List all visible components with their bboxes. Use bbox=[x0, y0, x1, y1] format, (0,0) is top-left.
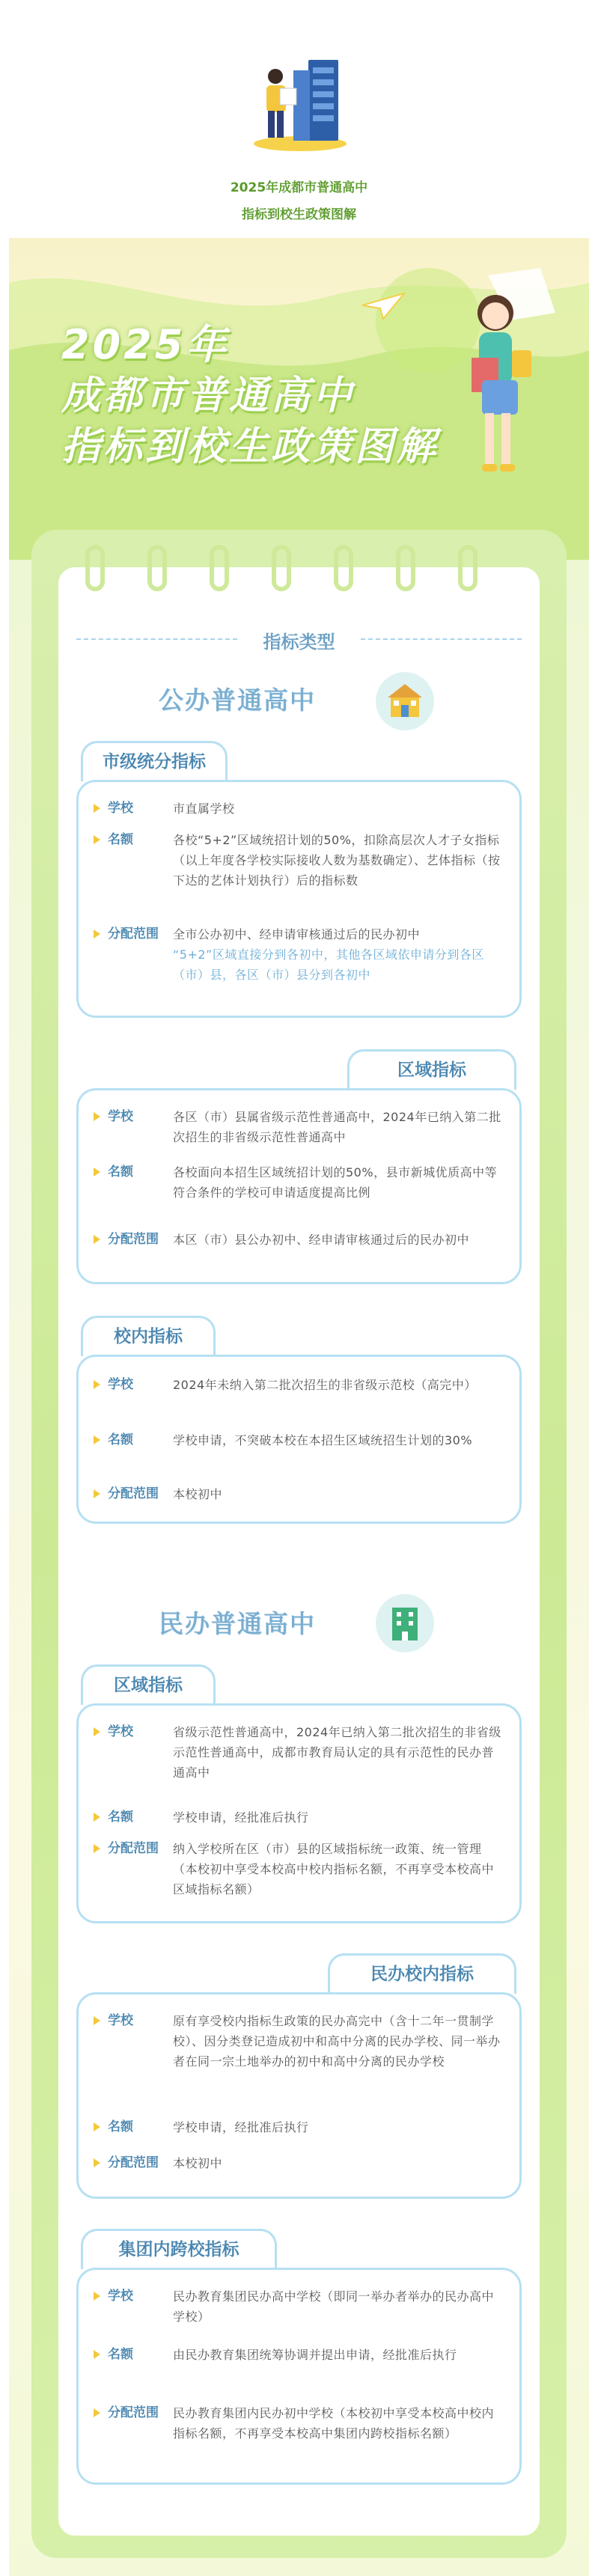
arrow-bullet-icon bbox=[94, 2016, 100, 2025]
row-label: 名额 bbox=[108, 2347, 133, 2362]
arrow-bullet-icon bbox=[94, 1235, 100, 1244]
row-label: 分配范围 bbox=[108, 1486, 159, 1501]
row-value: 由民办教育集团统筹协调并提出申请，经批准后执行 bbox=[173, 2348, 457, 2362]
tab-group-cross-school-quota: 集团内跨校指标 bbox=[81, 2229, 277, 2269]
hero-title-sub: 指标到校生政策图解 bbox=[61, 424, 439, 469]
row-value: 各校面向本招生区域统招计划的50%，县市新城优质高中等符合条件的学校可申请适度提高比例 bbox=[173, 1165, 498, 1200]
card-row bbox=[94, 1430, 503, 1450]
arrow-bullet-icon bbox=[94, 1168, 100, 1176]
row-value: 各校“5+2”区域统招计划的50%，扣除高层次人才子女指标（以上年度各学校实际接收人数为基数确定）、艺体指标（按下达的艺体计划执行）后的指标数 bbox=[173, 833, 501, 888]
row-value: 全市公办初中、经申请审核通过后的民办初中 bbox=[173, 927, 421, 941]
row-label: 名额 bbox=[108, 1810, 133, 1825]
row-value-highlight: “5+2”区域直接分到各初中，其他各区域依申请分到各区（市）县，各区（市）县分到各初中 bbox=[173, 947, 484, 982]
card-row bbox=[94, 1375, 503, 1395]
arrow-bullet-icon bbox=[94, 2350, 100, 2359]
arrow-bullet-icon bbox=[94, 1727, 100, 1736]
row-value: 民办教育集团民办高中学校（即同一举办者举办的民办高中学校） bbox=[173, 2289, 495, 2324]
row-label: 名额 bbox=[108, 1165, 133, 1179]
card-city-quota bbox=[76, 780, 522, 1018]
row-value: 纳入学校所在区（市）县的区域指标统一政策、统一管理（本校初中享受本校高中校内指标名额，不再享受本校高中区域指标名额） bbox=[173, 1842, 495, 1896]
binder-ring bbox=[147, 545, 167, 591]
tab-city-quota: 市级统分指标 bbox=[81, 741, 228, 781]
card-row bbox=[94, 2345, 503, 2365]
tab-private-district-quota: 区域指标 bbox=[81, 1664, 216, 1705]
binder-ring bbox=[334, 545, 353, 591]
card-row bbox=[94, 1722, 503, 1783]
card-row bbox=[94, 2403, 503, 2444]
hero-title-main: 成都市普通高中 bbox=[61, 373, 356, 418]
row-label: 名额 bbox=[108, 2119, 133, 2134]
card-row bbox=[94, 799, 503, 819]
header-title-line1: 2025年成都市普通高中 bbox=[230, 180, 368, 195]
arrow-bullet-icon bbox=[94, 1489, 100, 1498]
row-value: 学校申请，经批准后执行 bbox=[173, 1810, 309, 1825]
arrow-bullet-icon bbox=[94, 2122, 100, 2131]
tab-district-quota: 区域指标 bbox=[347, 1049, 516, 1090]
row-value: 本校初中 bbox=[173, 2156, 223, 2170]
page-header bbox=[0, 0, 598, 238]
row-label: 名额 bbox=[108, 1432, 133, 1447]
card-row bbox=[94, 2153, 503, 2173]
row-label: 分配范围 bbox=[108, 2155, 159, 2170]
arrow-bullet-icon bbox=[94, 1435, 100, 1444]
binder-ring bbox=[396, 545, 415, 591]
paper-plane-icon bbox=[361, 290, 406, 320]
card-row bbox=[94, 830, 503, 891]
card-private-district-quota bbox=[76, 1703, 522, 1923]
row-label: 学校 bbox=[108, 2289, 133, 2304]
card-row bbox=[94, 2011, 503, 2072]
row-label: 分配范围 bbox=[108, 927, 159, 941]
row-label: 学校 bbox=[108, 1724, 133, 1739]
arrow-bullet-icon bbox=[94, 1380, 100, 1389]
section-title-public: 公办普通高中 bbox=[159, 686, 316, 715]
card-row bbox=[94, 924, 503, 985]
school-building-icon bbox=[376, 672, 434, 730]
office-building-icon bbox=[376, 1594, 434, 1652]
binder-ring bbox=[458, 545, 478, 591]
card-row bbox=[94, 2117, 503, 2137]
row-label: 学校 bbox=[108, 1377, 133, 1392]
arrow-bullet-icon bbox=[94, 2292, 100, 2301]
row-value: 市直属学校 bbox=[173, 802, 235, 816]
card-district-quota bbox=[76, 1088, 522, 1284]
row-value: 2024年未纳入第二批次招生的非省级示范校（高完中） bbox=[173, 1378, 477, 1392]
row-value: 学校申请，不突破本校在本招生区域统招生计划的30% bbox=[173, 1433, 473, 1447]
binder-ring bbox=[210, 545, 229, 591]
policy-poster bbox=[9, 238, 589, 2576]
hero-title-year: 2025年 bbox=[61, 321, 230, 368]
arrow-bullet-icon bbox=[94, 930, 100, 938]
arrow-bullet-icon bbox=[94, 804, 100, 813]
row-label: 学校 bbox=[108, 2013, 133, 2028]
person-carrying-files-icon bbox=[244, 45, 356, 157]
binder-ring bbox=[272, 545, 291, 591]
row-label: 分配范围 bbox=[108, 2405, 159, 2420]
card-row bbox=[94, 1807, 503, 1828]
row-value: 本区（市）县公办初中、经申请审核通过后的民办初中 bbox=[173, 1233, 470, 1247]
binder-ring bbox=[85, 545, 105, 591]
row-label: 名额 bbox=[108, 832, 133, 847]
row-value: 各区（市）县属省级示范性普通高中，2024年已纳入第二批次招生的非省级示范性普通高中 bbox=[173, 1110, 501, 1144]
index-type-label: 指标类型 bbox=[263, 632, 335, 653]
row-value: 学校申请，经批准后执行 bbox=[173, 2120, 309, 2134]
arrow-bullet-icon bbox=[94, 1813, 100, 1822]
card-private-school-quota bbox=[76, 1992, 522, 2199]
card-row bbox=[94, 2286, 503, 2327]
row-value: 原有享受校内指标生政策的民办高完中（含十二年一贯制学校）、因分类登记造成初中和高中分离的民办学校、同一举办者在同一宗土地举办的初中和高中分离的民办学校 bbox=[173, 2014, 501, 2069]
card-row bbox=[94, 1839, 503, 1899]
arrow-bullet-icon bbox=[94, 1112, 100, 1121]
row-value: 本校初中 bbox=[173, 1487, 223, 1501]
card-school-quota bbox=[76, 1355, 522, 1524]
row-label: 学校 bbox=[108, 801, 133, 816]
row-label: 分配范围 bbox=[108, 1841, 159, 1856]
arrow-bullet-icon bbox=[94, 2158, 100, 2167]
arrow-bullet-icon bbox=[94, 835, 100, 844]
card-row bbox=[94, 1107, 503, 1147]
tab-private-school-quota: 民办校内指标 bbox=[328, 1953, 516, 1994]
student-girl-illustration bbox=[443, 268, 563, 492]
arrow-bullet-icon bbox=[94, 1844, 100, 1853]
header-title-line2: 指标到校生政策图解 bbox=[242, 207, 356, 222]
card-row bbox=[94, 1230, 503, 1250]
tab-school-quota: 校内指标 bbox=[81, 1316, 216, 1356]
section-title-private: 民办普通高中 bbox=[159, 1609, 316, 1638]
row-label: 学校 bbox=[108, 1109, 133, 1124]
card-group-cross-school-quota bbox=[76, 2268, 522, 2485]
row-value: 民办教育集团内民办初中学校（本校初中享受本校高中校内指标名额，不再享受本校高中集团内跨校指标名额） bbox=[173, 2406, 495, 2441]
card-row bbox=[94, 1484, 503, 1504]
row-label: 分配范围 bbox=[108, 1232, 159, 1247]
card-row bbox=[94, 1162, 503, 1203]
row-value: 省级示范性普通高中，2024年已纳入第二批次招生的非省级示范性普通高中，成都市教育局认定的具有示范性的民办普通高中 bbox=[173, 1725, 501, 1780]
arrow-bullet-icon bbox=[94, 2408, 100, 2417]
hero-banner bbox=[9, 238, 589, 560]
